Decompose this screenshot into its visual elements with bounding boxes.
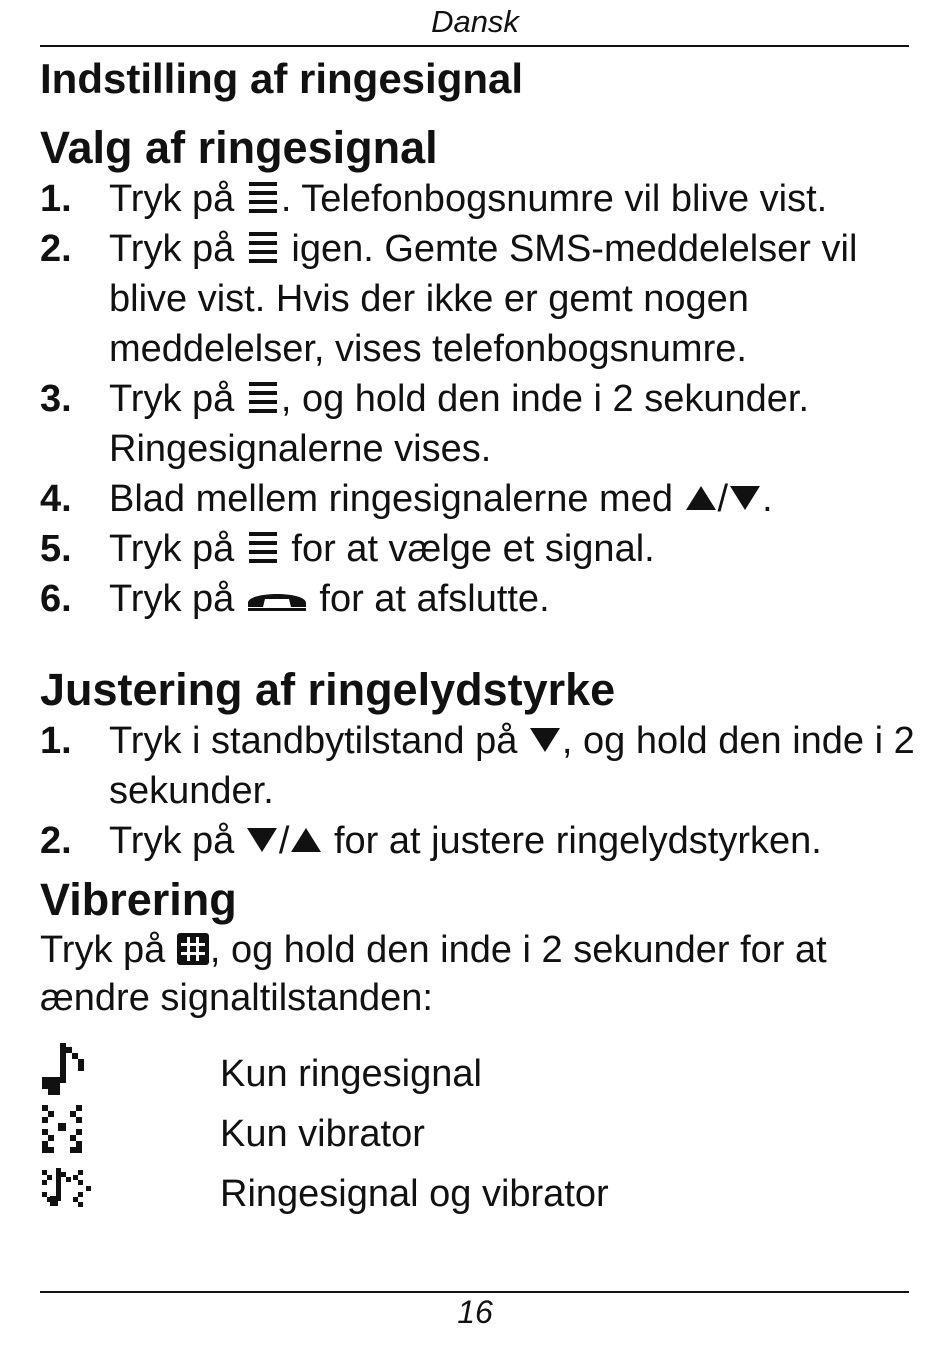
- step-text: for at justere ringelydstyrken.: [323, 820, 822, 862]
- bottom-divider: [40, 1291, 909, 1293]
- arrow-up-icon: [684, 483, 718, 513]
- step-4: [40, 474, 920, 524]
- step-text: for at afslutte.: [308, 578, 550, 620]
- mode-ring-only: [40, 1044, 920, 1104]
- menu-key-icon: [245, 230, 281, 266]
- section-heading-vibration: Vibrering: [40, 874, 237, 925]
- step-text: for at vælge et signal.: [280, 528, 655, 570]
- header-language: Dansk: [431, 4, 519, 39]
- signal-mode-list: [40, 1044, 920, 1224]
- vibration-text: Tryk på: [40, 929, 176, 971]
- page-content: [40, 52, 920, 1224]
- step-text: Blad mellem ringesignalerne med: [109, 478, 684, 520]
- vibration-text: , og hold den inde i 2 sekunder for at ændre signaltilstanden:: [40, 929, 827, 1019]
- arrow-down-icon: [528, 725, 562, 755]
- step-number: 1.: [40, 178, 72, 220]
- step-2: [40, 816, 920, 866]
- step-number: 1.: [40, 720, 72, 762]
- menu-key-icon: [245, 380, 281, 416]
- ring-note-icon: [40, 1041, 90, 1097]
- step-text: .: [762, 478, 773, 520]
- step-number: 2.: [40, 228, 72, 270]
- step-number: 6.: [40, 578, 72, 620]
- step-text: Tryk på: [109, 528, 245, 570]
- step-1: [40, 174, 920, 224]
- mode-label: Kun vibrator: [220, 1112, 425, 1155]
- steps-select: [40, 174, 920, 624]
- ring-and-vibrate-icon: [40, 1166, 96, 1212]
- steps-volume: [40, 716, 920, 866]
- hash-key-icon: [176, 932, 210, 966]
- step-text: igen. Gemte SMS-meddelelser vil blive vist. Hvis der ikke er gemt nogen meddelelser, vises telefonbogsnumre.: [109, 228, 858, 370]
- step-text: . Telefonbogsnumre vil blive vist.: [280, 178, 828, 220]
- vibrate-icon: [40, 1101, 90, 1157]
- step-separator: /: [717, 478, 729, 520]
- step-separator: /: [278, 820, 290, 862]
- page-number: 16: [457, 1294, 493, 1330]
- step-text: Tryk på: [109, 178, 245, 220]
- step-text: Tryk på: [109, 578, 245, 620]
- section-heading-select: Valg af ringesignal: [40, 122, 438, 173]
- step-6: [40, 574, 920, 624]
- step-number: 5.: [40, 528, 72, 570]
- step-text: Tryk på: [109, 228, 245, 270]
- step-text: , og hold den inde i 2 sekunder. Ringesignalerne vises.: [109, 378, 810, 470]
- arrow-down-icon: [245, 825, 279, 855]
- page-title: Indstilling af ringesignal: [40, 55, 524, 102]
- top-divider: [40, 45, 909, 47]
- step-1: [40, 716, 920, 816]
- step-2: [40, 224, 920, 374]
- arrow-up-icon: [289, 825, 323, 855]
- end-call-icon: [245, 583, 309, 613]
- step-3: [40, 374, 920, 474]
- step-5: [40, 524, 920, 574]
- step-text: Tryk på: [109, 820, 245, 862]
- step-text: , og hold den inde i 2 sekunder.: [109, 720, 915, 812]
- menu-key-icon: [245, 180, 281, 216]
- mode-label: Ringesignal og vibrator: [220, 1172, 609, 1215]
- vibration-paragraph: [40, 926, 920, 1022]
- menu-key-icon: [245, 530, 281, 566]
- step-text: Tryk i standbytilstand på: [109, 720, 528, 762]
- step-number: 4.: [40, 478, 72, 520]
- section-heading-volume: Justering af ringelydstyrke: [40, 664, 616, 715]
- mode-label: Kun ringesignal: [220, 1052, 482, 1095]
- step-number: 2.: [40, 820, 72, 862]
- arrow-down-icon: [728, 483, 762, 513]
- step-text: Tryk på: [109, 378, 245, 420]
- mode-ring-and-vibrator: [40, 1164, 920, 1224]
- mode-vibrator-only: [40, 1104, 920, 1164]
- step-number: 3.: [40, 378, 72, 420]
